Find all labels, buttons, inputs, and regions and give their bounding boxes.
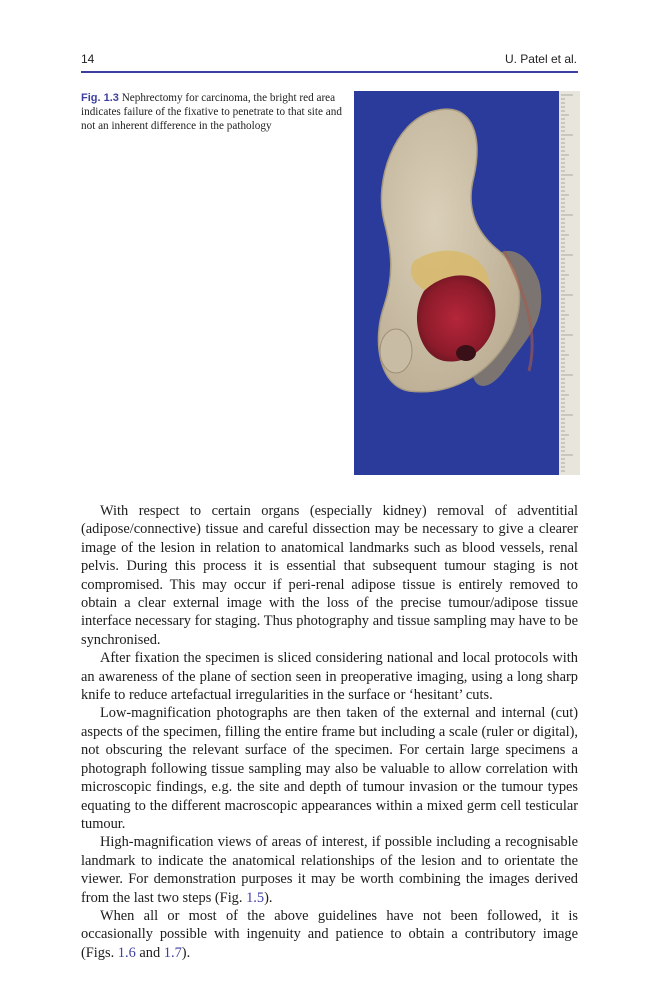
specimen-photo	[354, 91, 580, 475]
header-rule	[81, 71, 578, 73]
paragraph: Low-magnification photographs are then taken of the external and internal (cut) aspects of the specimen, filling the entire frame but including a scale (ruler or digital), not obscuring the relevant surface of the specimen. For certain large specimens a photograph following tissue sampling may also be valuable to allow correlation with microscopic findings, e.g. the site and depth of tumour invasion or the tumour types equating to the different macroscopic appearances within a mixed germ cell testicular tumour.	[81, 705, 578, 832]
paragraph-text: When all or most of the above guidelines have not been followed, it is occasionally possible with ingenuity and patience to obtain a contributory image (Figs.	[81, 907, 578, 961]
paragraph-text: ).	[181, 944, 191, 961]
body-text	[81, 502, 578, 962]
page-number: 14	[81, 52, 95, 66]
figure-caption-text: Nephrectomy for carcinoma, the bright red area indicates failure of the fixative to penetrate to that site and not an inherent difference in the pathology	[81, 92, 342, 132]
paragraph-text: and	[135, 944, 164, 961]
paragraph: After fixation the specimen is sliced considering national and local protocols with an awareness of the plane of section seen in preoperative imaging, using a long sharp knife to reduce artefactual irregularities in the surface or ‘hesitant’ cuts.	[81, 650, 578, 704]
figure-caption	[81, 91, 343, 133]
paragraph	[81, 907, 578, 962]
paragraph-text: ).	[264, 889, 273, 906]
specimen-photo-svg	[354, 91, 580, 475]
figure-reference-link[interactable]: 1.6	[117, 944, 136, 961]
dark-lesion-spot	[456, 345, 476, 361]
paragraph-text: High-magnification views of areas of interest, if possible including a recognisable landmark to indicate the anatomical relationships of the lesion and to orientate the viewer. For demonstration purposes it may be worth combining the images derived from the last two steps (Fig.	[81, 834, 578, 906]
figure-reference-link[interactable]: 1.5	[246, 889, 265, 906]
paragraph	[81, 833, 578, 907]
running-head: U. Patel et al.	[504, 52, 577, 66]
figure-reference-link[interactable]: 1.7	[163, 944, 182, 961]
figure-label: Fig. 1.3	[81, 92, 119, 104]
pale-nodule	[380, 329, 412, 373]
paragraph: With respect to certain organs (especially kidney) removal of adventitial (adipose/connective) tissue and careful dissection may be necessary to give a clearer image of the lesion in relation to anatomical landmarks such as blood vessels, renal pelvis. During this process it is essential that subsequent tumour staging is not compromised. This may occur if peri-renal adipose tissue is entirely removed to obtain a clear external image with the loss of the precise tumour/adipose tissue interface necessary for staging. Thus photography and tissue sampling may have to be synchronised.	[81, 503, 578, 648]
